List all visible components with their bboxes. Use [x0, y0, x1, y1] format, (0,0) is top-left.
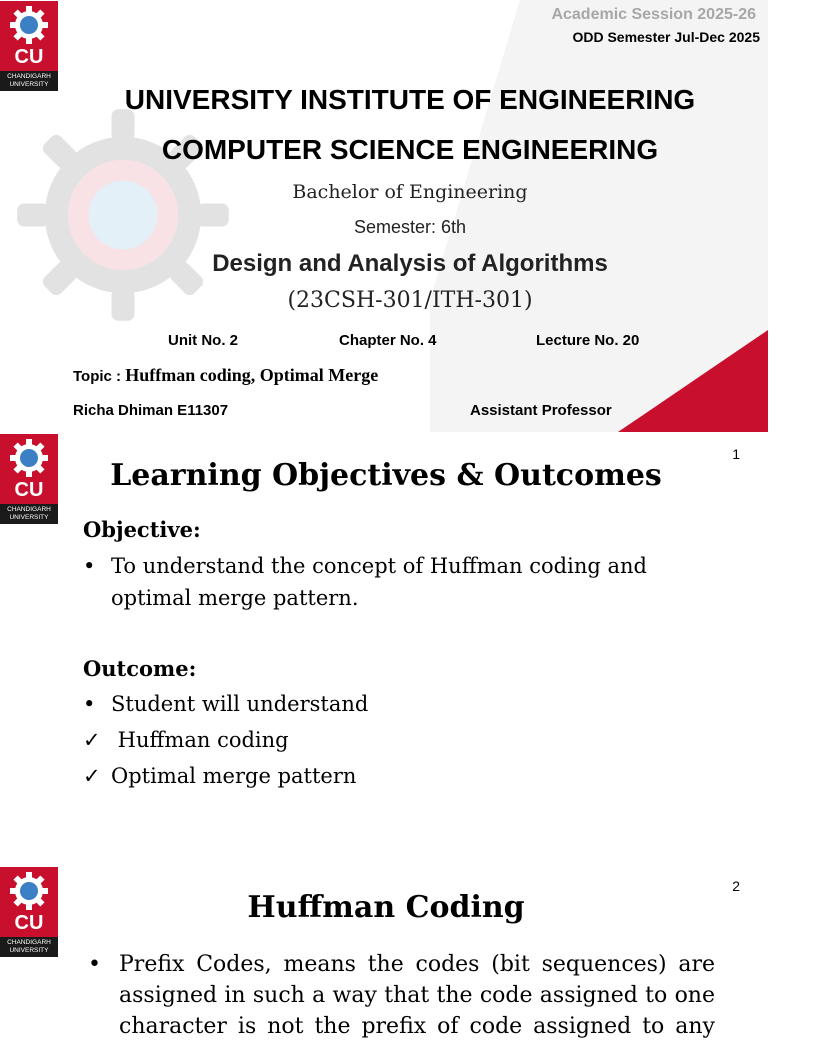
checklist-item-optimal-merge: ✓ Optimal merge pattern: [83, 760, 356, 792]
bullet-icon: •: [88, 952, 101, 977]
checkmark-icon: ✓: [83, 764, 101, 788]
slide-title: Huffman Coding: [247, 890, 525, 925]
slide-title: Learning Objectives & Outcomes: [110, 458, 662, 493]
degree-name: Bachelor of Engineering: [292, 181, 528, 203]
objective-item: • To understand the concept of Huffman coding and optimal merge pattern.: [83, 550, 647, 614]
bullet-icon: •: [83, 692, 96, 716]
instructor-designation: Assistant Professor: [470, 402, 612, 419]
bullet-icon: •: [83, 554, 96, 578]
objective-heading: Objective:: [83, 517, 201, 542]
semester-term: ODD Semester Jul-Dec 2025: [572, 29, 760, 45]
logo-letters: CU: [14, 46, 44, 68]
unit-number: Unit No. 2: [168, 332, 238, 349]
huffman-coding-slide: [0, 864, 768, 1039]
objectives-slide: [0, 432, 768, 864]
checkmark-icon: ✓: [83, 728, 101, 752]
slide-number: 2: [732, 878, 740, 894]
logo-university-name: CHANDIGARH UNIVERSITY: [0, 504, 58, 524]
lecture-number: Lecture No. 20: [536, 332, 640, 349]
title-slide: [0, 0, 768, 432]
department-title: COMPUTER SCIENCE ENGINEERING: [161, 134, 659, 165]
academic-session: Academic Session 2025-26: [551, 6, 756, 23]
logo-university-name: CHANDIGARH UNIVERSITY: [0, 71, 58, 91]
chapter-number: Chapter No. 4: [339, 332, 437, 349]
logo-university-name: CHANDIGARH UNIVERSITY: [0, 937, 58, 957]
lecture-topic: Topic : Huffman coding, Optimal Merge: [73, 365, 379, 385]
institute-title: UNIVERSITY INSTITUTE OF ENGINEERING: [124, 84, 696, 115]
logo-letters: CU: [14, 479, 44, 501]
course-code: (23CSH-301/ITH-301): [287, 288, 533, 313]
semester-label: Semester: 6th: [353, 217, 467, 237]
course-title: Design and Analysis of Algorithms: [212, 250, 608, 277]
logo-letters: CU: [14, 912, 44, 934]
slide-number: 1: [732, 446, 740, 462]
outcome-heading: Outcome:: [83, 656, 197, 681]
outcome-item: • Student will understand: [83, 688, 368, 720]
instructor-name: Richa Dhiman E11307: [73, 402, 229, 419]
checklist-item-huffman: ✓ Huffman coding: [83, 724, 289, 756]
red-corner-triangle: [0, 0, 768, 432]
prefix-codes-paragraph: Prefix Codes, means the codes (bit sequences) are assigned in such a way that the code assigned to one character is not the prefix of code assigned to any: [119, 952, 715, 1039]
